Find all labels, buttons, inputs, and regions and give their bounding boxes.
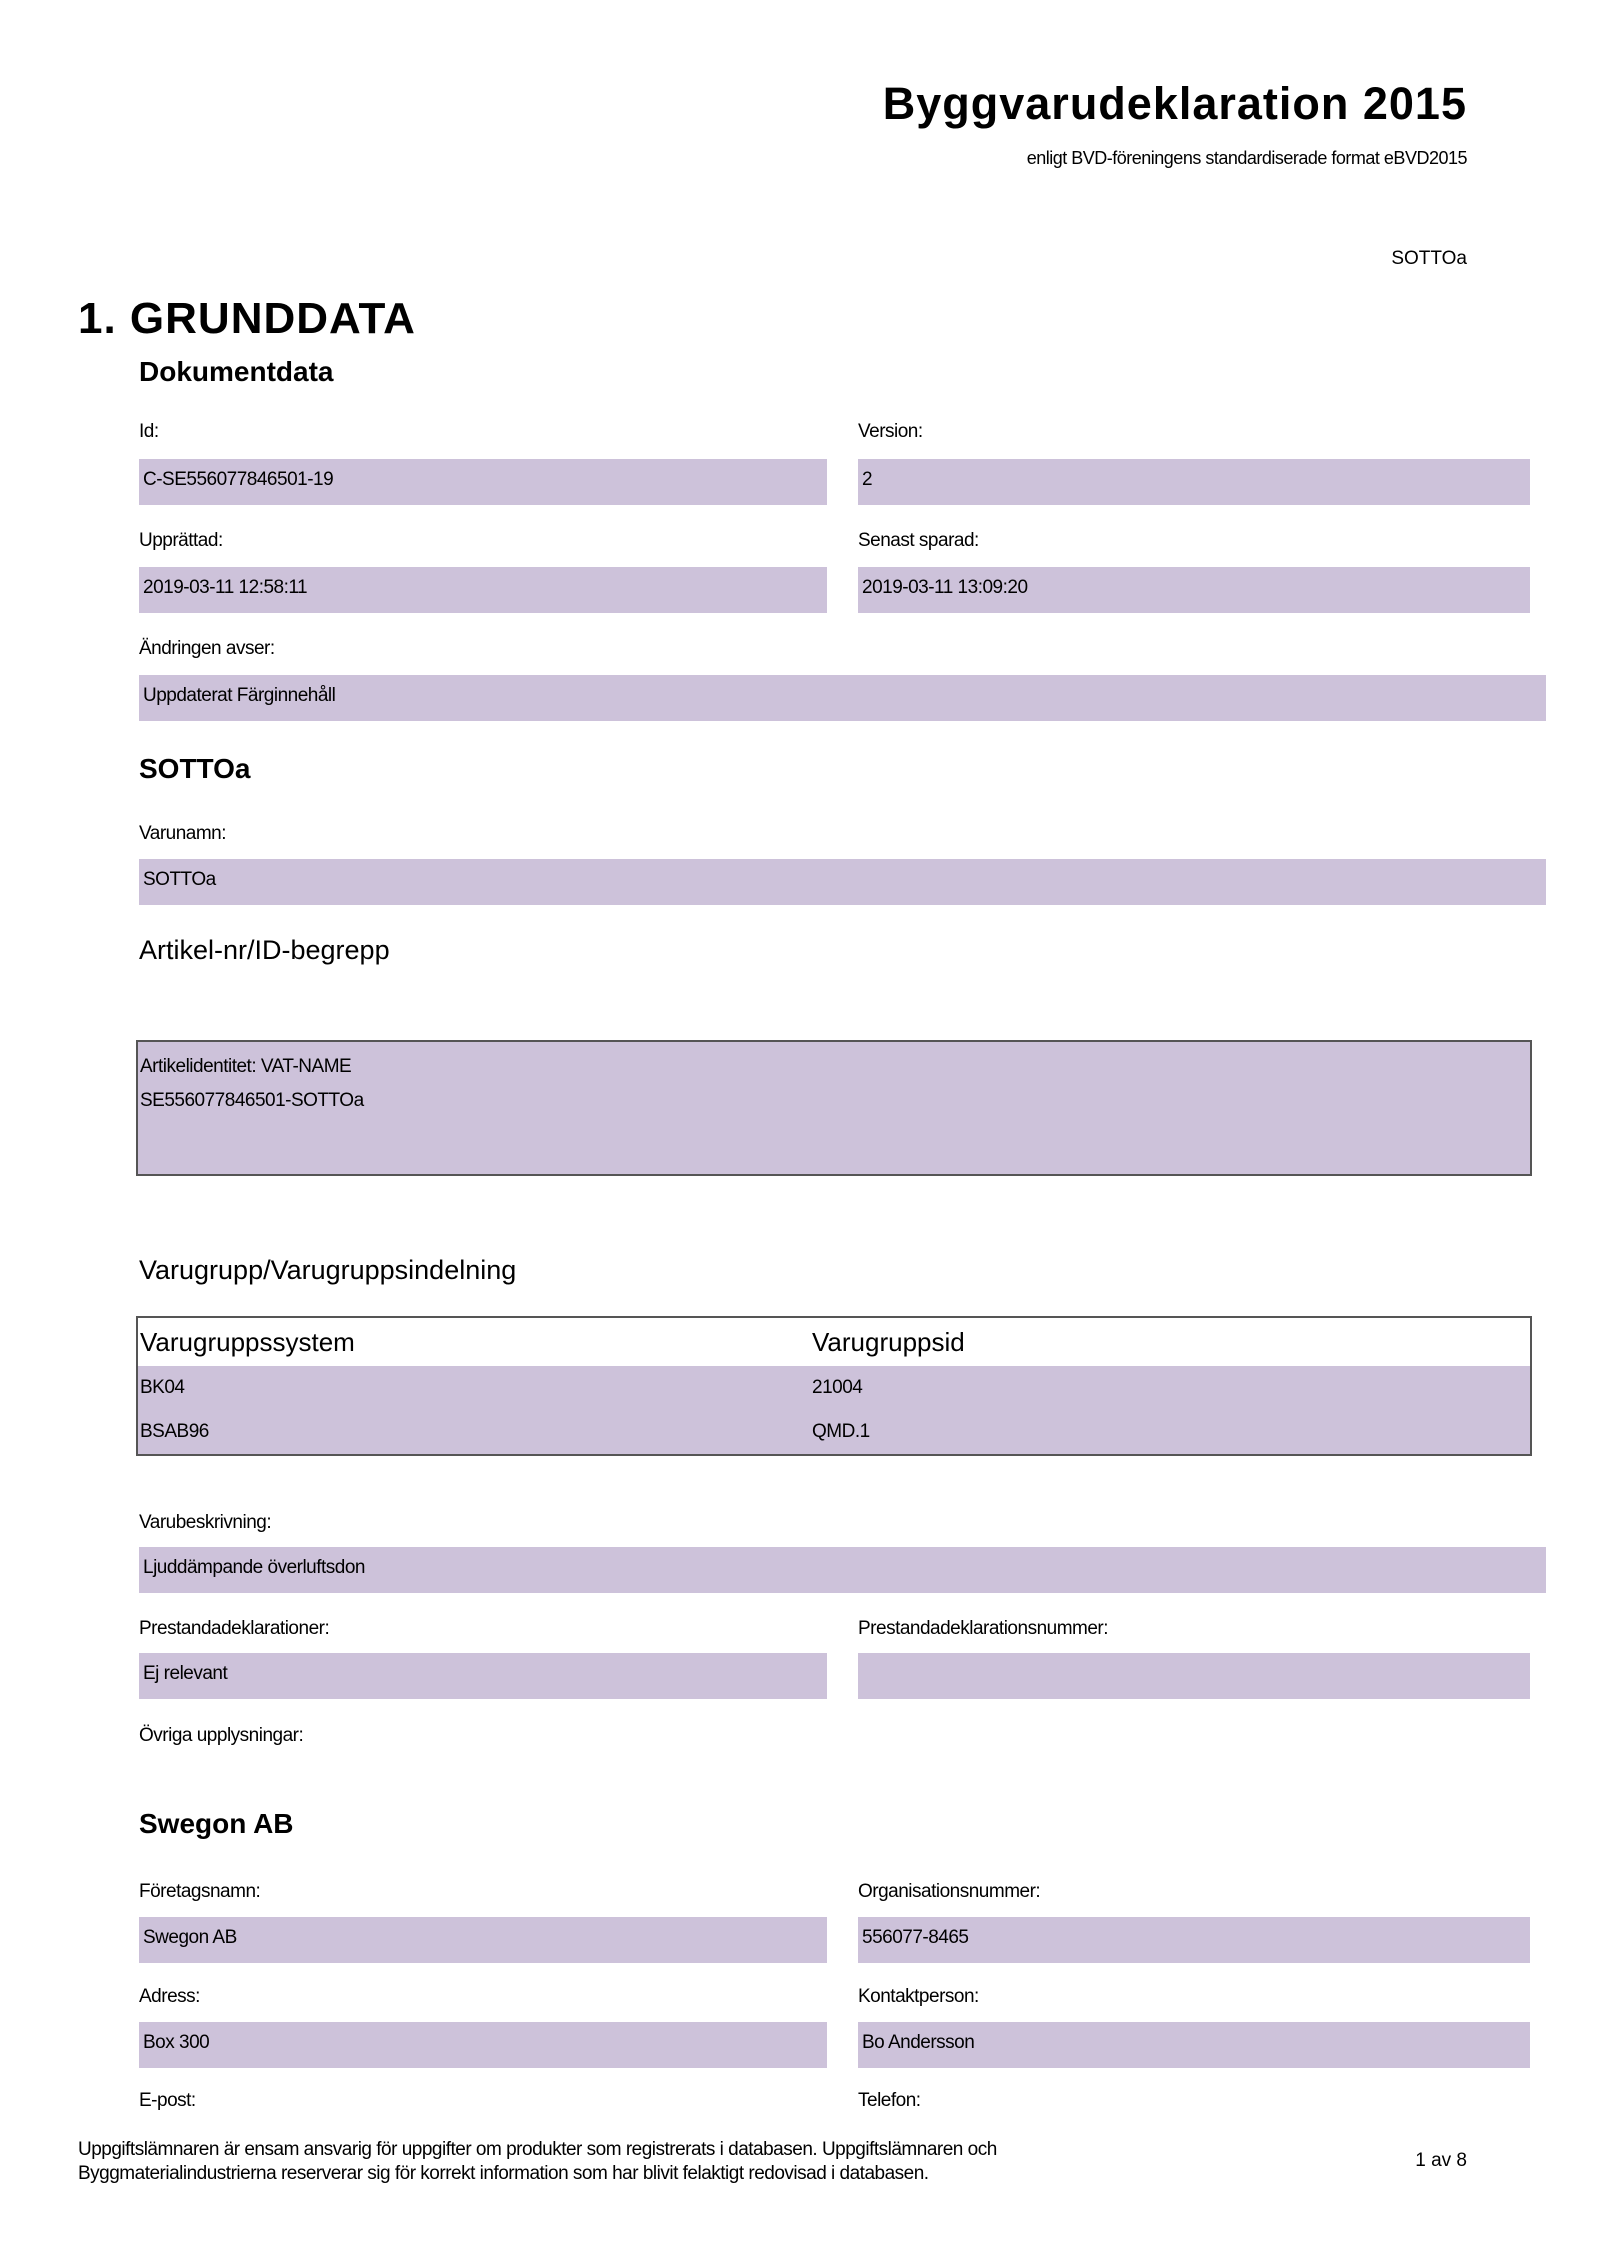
- table-header-row: [138, 1318, 1530, 1366]
- document-subtitle: enligt BVD-föreningens standardiserade format eBVD2015: [1026, 148, 1467, 168]
- version-label: Version:: [858, 421, 923, 442]
- group-table: [136, 1316, 1532, 1456]
- description-field: Ljuddämpande överluftsdon: [139, 1547, 1546, 1593]
- column-header: Varugruppssystem: [140, 1326, 355, 1357]
- contact-label: Kontaktperson:: [858, 1986, 979, 2007]
- table-cell: BSAB96: [140, 1421, 209, 1442]
- saved-field: 2019-03-11 13:09:20: [858, 567, 1530, 613]
- product-heading: SOTTOa: [139, 753, 251, 784]
- product-name-label: Varunamn:: [139, 823, 227, 844]
- address-field: Box 300: [139, 2022, 827, 2068]
- table-cell: BK04: [140, 1377, 185, 1398]
- id-label: Id:: [139, 421, 159, 442]
- contact-field: Bo Andersson: [858, 2022, 1530, 2068]
- dokumentdata-heading: Dokumentdata: [139, 356, 334, 387]
- address-label: Adress:: [139, 1986, 200, 2007]
- performance-label: Prestandadeklarationer:: [139, 1618, 330, 1639]
- version-field: 2: [858, 459, 1530, 505]
- company-name-field: Swegon AB: [139, 1917, 827, 1963]
- article-id-box: [136, 1040, 1532, 1176]
- column-header: Varugruppsid: [812, 1326, 965, 1357]
- product-name-field: SOTTOa: [139, 859, 1546, 905]
- company-heading: Swegon AB: [139, 1808, 294, 1839]
- page-number: 1 av 8: [1415, 2150, 1467, 2171]
- article-heading: Artikel-nr/ID-begrepp: [139, 935, 390, 965]
- change-label: Ändringen avser:: [139, 638, 275, 659]
- table-cell: QMD.1: [812, 1421, 870, 1442]
- org-number-field: 556077-8465: [858, 1917, 1530, 1963]
- created-label: Upprättad:: [139, 530, 223, 551]
- saved-label: Senast sparad:: [858, 530, 979, 551]
- table-row: [138, 1366, 1530, 1410]
- document-title: Byggvarudeklaration 2015: [882, 78, 1467, 129]
- description-label: Varubeskrivning:: [139, 1512, 272, 1533]
- article-id-line: SE556077846501-SOTTOa: [140, 1090, 364, 1111]
- table-row: [138, 1410, 1530, 1454]
- other-info-label: Övriga upplysningar:: [139, 1725, 304, 1746]
- group-heading: Varugrupp/Varugruppsindelning: [139, 1255, 517, 1285]
- performance-number-field: [858, 1653, 1530, 1699]
- company-name-label: Företagsnamn:: [139, 1881, 261, 1902]
- footer-disclaimer: Uppgiftslämnaren är ensam ansvarig för uppgifter om produkter som registrerats i databasen. Uppgiftslämnaren och Byggmaterialindustrierna reserverar sig för korrekt information som har blivit felaktigt redovisad i databasen.: [78, 2139, 997, 2184]
- section-heading: 1. GRUNDDATA: [78, 294, 416, 343]
- table-cell: 21004: [812, 1377, 863, 1398]
- email-label: E-post:: [139, 2090, 196, 2111]
- product-reference: SOTTOa: [1391, 248, 1467, 269]
- performance-number-label: Prestandadeklarationsnummer:: [858, 1618, 1109, 1639]
- id-field: C-SE556077846501-19: [139, 459, 827, 505]
- article-id-line: Artikelidentitet: VAT-NAME: [140, 1056, 352, 1077]
- phone-label: Telefon:: [858, 2090, 921, 2111]
- created-field: 2019-03-11 12:58:11: [139, 567, 827, 613]
- performance-field: Ej relevant: [139, 1653, 827, 1699]
- org-number-label: Organisationsnummer:: [858, 1881, 1041, 1902]
- change-field: Uppdaterat Färginnehåll: [139, 675, 1546, 721]
